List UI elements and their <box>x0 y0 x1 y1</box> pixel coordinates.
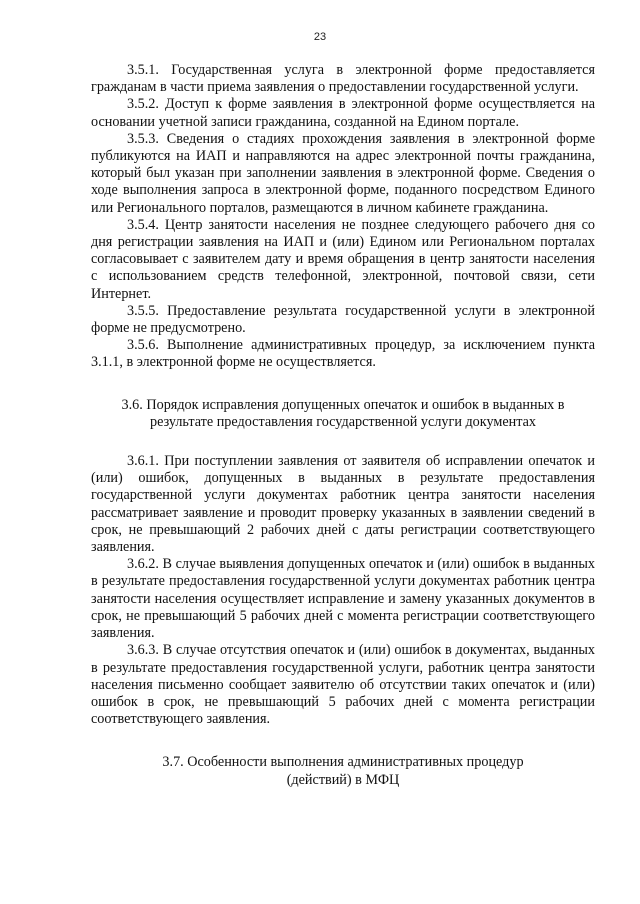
paragraph-3-5-4: 3.5.4. Центр занятости населения не позднее следующего рабочего дня со дня регистрации заявления на ИАП и (или) Едином или Региональном порталах согласовывает с заявителем дату и время обращения в центр занятости населения с использованием средств телефонной, электронной, почтовой связи, сети Интернет. <box>91 216 595 302</box>
paragraph-3-6-1: 3.6.1. При поступлении заявления от заявителя об исправлении опечаток и (или) ошибок, допущенных в выданных в результате предоставления государственной услуги документах работник центра занятости населения рассматривает заявление и проводит проверку указанных в заявлении сведений в срок, не превышающий 2 рабочих дней с даты регистрации соответствующего заявления. <box>91 453 595 556</box>
paragraph-3-5-3: 3.5.3. Сведения о стадиях прохождения заявления в электронной форме публикуются на ИАП и направляются на адрес электронной почты гражданина, который был указан при заполнении заявления в электронной форме. Сведения о ходе выполнения запроса в электронной форме, поданного посредством Единого или Регионального порталов, размещаются в личном кабинете гражданина. <box>91 130 595 216</box>
section-heading-3-6 <box>91 397 595 431</box>
paragraph-3-5-6: 3.5.6. Выполнение административных процедур, за исключением пункта 3.1.1, в электронной форме не осуществляется. <box>91 337 595 371</box>
section-heading-3-7-line-1: 3.7. Особенности выполнения административных процедур <box>162 754 524 771</box>
paragraph-3-6-3: 3.6.3. В случае отсутствия опечаток и (или) ошибок в документах, выданных в результате предоставления государственной услуги, работник центра занятости населения письменно сообщает заявителю об отсутствии таких опечаток и (или) ошибок в срок, не превышающий 5 рабочих дней с момента регистрации соответствующего заявления. <box>91 642 595 728</box>
document-body <box>91 62 595 789</box>
paragraph-3-5-2: 3.5.2. Доступ к форме заявления в электронной форме осуществляется на основании учетной записи гражданина, созданной на Едином портале. <box>91 96 595 130</box>
paragraph-3-6-2: 3.6.2. В случае выявления допущенных опечаток и (или) ошибок в выданных в результате предоставления государственной услуги документах работник центра занятости населения осуществляет исправление и замену указанных документов в срок, не превышающий 5 рабочих дней с момента регистрации соответствующего заявления. <box>91 556 595 642</box>
paragraph-3-5-5: 3.5.5. Предоставление результата государственной услуги в электронной форме не предусмотрено. <box>91 302 595 337</box>
page-number: 23 <box>313 31 327 43</box>
paragraph-3-5-1: 3.5.1. Государственная услуга в электронной форме предоставляется гражданам в части приема заявления о предоставлении государственной услуги. <box>91 62 595 96</box>
section-heading-3-6-line-2: результате предоставления государственной услуги документах <box>150 413 536 430</box>
section-heading-3-6-line-1: 3.6. Порядок исправления допущенных опечаток и ошибок в выданных в <box>121 396 565 413</box>
section-heading-3-7 <box>91 754 595 788</box>
section-heading-3-7-line-2: (действий) в МФЦ <box>286 771 400 788</box>
